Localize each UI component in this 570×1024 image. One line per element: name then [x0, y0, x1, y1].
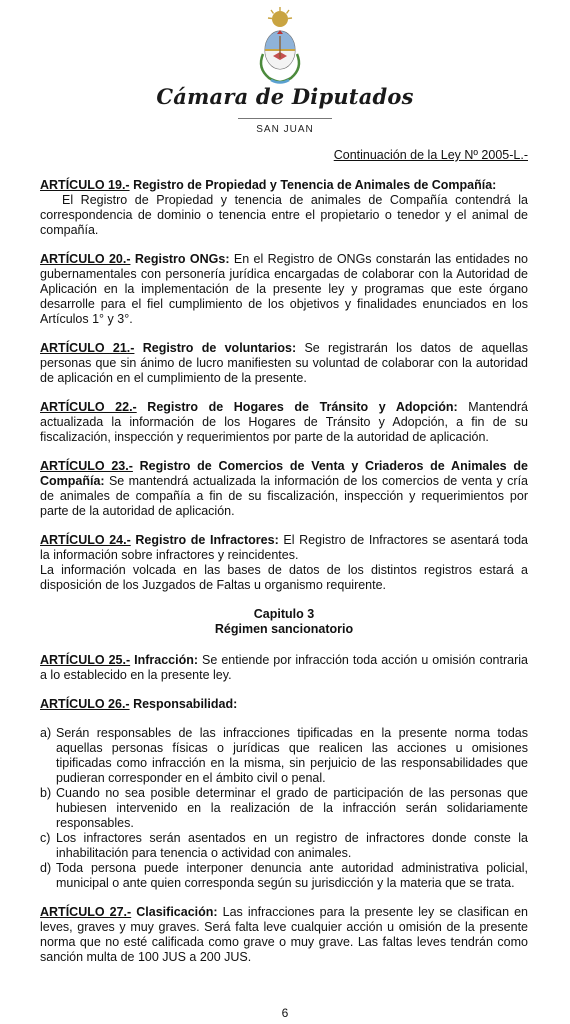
article-text: El Registro de Infractores se asentará toda la información sobre infractores y reincidentes.: [40, 533, 529, 562]
article-number: ARTÍCULO 23.-: [40, 459, 133, 473]
article-text: Las infracciones para la presente ley se clasifican en leves, graves y muy graves. Será falta leve cualquier acción u omisión de la presente norma que no esté calificada como grave o muy grave. Las faltas leves tendrán como sanción multa de 100 JUS a 200 JUS.: [40, 905, 529, 964]
article-21: [40, 341, 528, 386]
article-title: Registro de voluntarios:: [134, 341, 297, 355]
article-text: Mantendrá actualizada la información de los Hogares de Tránsito y Adopción, a fin de su fiscalización, inspección y requerimientos por parte de la autoridad de aplicación.: [40, 400, 529, 444]
article-20: [40, 252, 528, 327]
article-number: ARTÍCULO 27.-: [40, 905, 132, 919]
continuation-note: Continuación de la Ley Nº 2005-L.-: [333, 148, 528, 162]
list-item-text: Los infractores serán asentados en un registro de infractores donde conste la inhabilitación para tenencia o actividad con animales.: [56, 831, 528, 860]
article-title: Registro de Infractores:: [130, 533, 279, 547]
chapter-number: Capitulo 3: [253, 607, 315, 621]
article-22: [40, 400, 528, 445]
article-number: ARTÍCULO 21.-: [40, 341, 135, 355]
list-item: [40, 861, 528, 891]
article-text: El Registro de Propiedad y tenencia de animales de Compañía contendrá la correspondencia de dominio o tenencia entre el propietario o tenedor y el animal de compañía.: [40, 193, 528, 237]
article-24: [40, 533, 528, 593]
article-title: Registro ONGs:: [130, 252, 230, 266]
list-item-label: b): [40, 786, 52, 800]
list-item: [40, 786, 528, 831]
list-item-text: Cuando no sea posible determinar el grado de participación de las personas que hubiesen intervenido en la realización de la infracción serán solidariamente responsables.: [56, 786, 528, 830]
list-item: [40, 831, 528, 861]
article-number: ARTÍCULO 20.-: [40, 252, 131, 266]
article-number: ARTÍCULO 24.-: [40, 533, 131, 547]
article-title: Infracción:: [130, 653, 199, 667]
responsibility-list: [40, 726, 528, 891]
article-title: Clasificación:: [131, 905, 218, 919]
article-title: Registro de Comercios de Venta y Criaderos de Animales de Compañía:: [40, 459, 528, 488]
article-text-continued: La información volcada en las bases de datos de los distintos registros estará a disposición de los Juzgados de Faltas u organismo requirente.: [40, 563, 528, 592]
article-27: [40, 905, 528, 965]
list-item-label: d): [40, 861, 52, 875]
article-number: ARTÍCULO 26.-: [40, 697, 130, 711]
article-23: [40, 459, 528, 519]
institution-city: SAN JUAN: [256, 124, 314, 135]
chapter-title: Régimen sancionatorio: [214, 622, 354, 636]
list-item-text: Toda persona puede interponer denuncia ante autoridad administrativa policial, municipal o ante quien corresponda según su jurisdicción y la materia que se trata.: [56, 861, 528, 890]
article-text: Se registrarán los datos de aquellas personas que sin ánimo de lucro manifiesten su voluntad de colaborar con la autoridad de aplicación en el cumplimiento de la presente.: [40, 341, 528, 385]
article-25: [40, 653, 528, 683]
article-text: En el Registro de ONGs constarán las entidades no gubernamentales con personería jurídica encargadas de colaborar con la Autoridad de Aplicación en la implementación de la presente ley y programas que este órgano desarrolle para el fiel cumplimiento de los objetivos y finalidades enunciados en los Artículos 1° y 3°.: [40, 252, 528, 326]
article-19: [40, 178, 528, 238]
article-number: ARTÍCULO 25.-: [40, 653, 131, 667]
list-item-label: c): [40, 831, 51, 845]
document-body: [40, 178, 528, 979]
list-item-text: Serán responsables de las infracciones tipificadas en la presente norma todas aquellas personas físicas o jurídicas que realicen las acciones u omisiones tipificadas como infracción en la misma, sin perjuicio de las responsabilidades que pudieran corresponder en el ámbito civil o penal.: [56, 726, 528, 785]
chapter-heading: [40, 607, 528, 637]
page-number: 6: [281, 1006, 289, 1020]
article-title: Responsabilidad:: [129, 697, 238, 711]
article-title: Registro de Propiedad y Tenencia de Animales de Compañía:: [129, 178, 497, 192]
header-divider: [238, 118, 332, 119]
provincial-seal-icon: [251, 6, 309, 88]
article-text: Se mantendrá actualizada la información de los comercios de venta y cría de animales de compañía a fin de su fiscalización, inspección y requerimientos por parte de la autoridad de aplicación.: [40, 474, 528, 518]
article-number: ARTÍCULO 22.-: [40, 400, 137, 414]
article-text: Se entiende por infracción toda acción u omisión contraria a lo establecido en la presente ley.: [40, 653, 528, 682]
list-item-label: a): [40, 726, 52, 740]
list-item: [40, 726, 528, 786]
institution-name: Cámara de Diputados: [156, 84, 414, 109]
article-26: [40, 697, 528, 712]
article-number: ARTÍCULO 19.-: [40, 178, 130, 192]
article-title: Registro de Hogares de Tránsito y Adopción:: [136, 400, 458, 414]
